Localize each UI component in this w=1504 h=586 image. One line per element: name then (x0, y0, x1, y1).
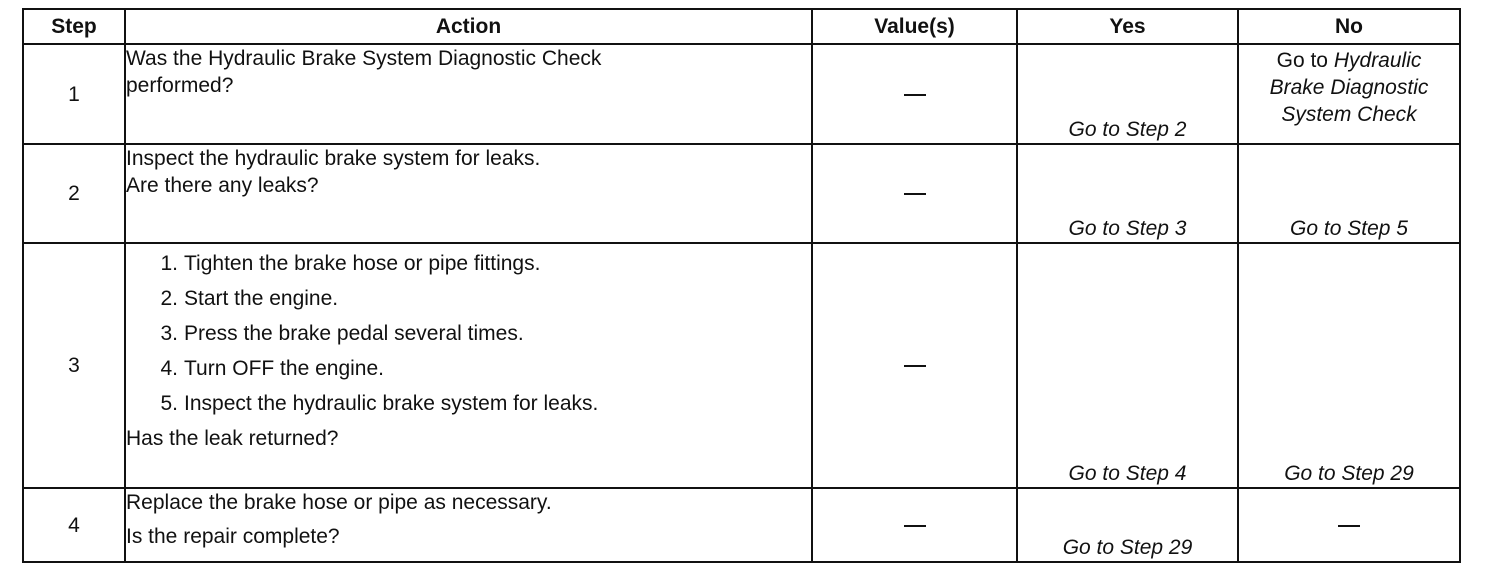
value-cell (812, 243, 1017, 488)
action-text: Inspect the hydraulic brake system for leaks. (126, 147, 541, 170)
action-cell (125, 44, 812, 144)
substep-text: Press the brake pedal several times. (184, 322, 524, 345)
list-item (160, 285, 811, 312)
yes-cell (1017, 243, 1238, 488)
substep-number: 5. (160, 392, 178, 415)
step-number: 3 (23, 243, 125, 488)
action-text: performed? (126, 74, 234, 97)
header-action: Action (125, 9, 812, 44)
list-item (160, 355, 811, 382)
value-dash (904, 525, 926, 527)
yes-cell (1017, 144, 1238, 243)
action-text: Replace the brake hose or pipe as necessary. (126, 491, 552, 514)
table-row (23, 488, 1460, 562)
substep-list (126, 250, 811, 417)
substep-text: Turn OFF the engine. (184, 357, 384, 380)
action-question: Has the leak returned? (126, 427, 339, 450)
no-goto-link[interactable]: Hydraulic (1333, 49, 1422, 72)
step-number: 4 (23, 488, 125, 562)
table-row (23, 243, 1460, 488)
table-body (23, 44, 1460, 562)
no-cell (1238, 243, 1460, 488)
no-goto-link[interactable]: Go to Step 5 (1290, 217, 1408, 240)
action-cell (125, 144, 812, 243)
table-row (23, 44, 1460, 144)
step-number: 1 (23, 44, 125, 144)
yes-cell (1017, 488, 1238, 562)
header-values: Value(s) (812, 9, 1017, 44)
substep-number: 1. (160, 252, 178, 275)
header-step: Step (23, 9, 125, 44)
substep-number: 3. (160, 322, 178, 345)
substep-text: Tighten the brake hose or pipe fittings. (184, 252, 541, 275)
no-goto-link[interactable]: Brake Diagnostic (1269, 76, 1429, 99)
value-cell (812, 488, 1017, 562)
no-goto-link[interactable]: System Check (1281, 103, 1417, 126)
no-goto-prefix: Go to (1276, 49, 1328, 72)
no-goto-link[interactable]: Go to Step 29 (1284, 462, 1414, 485)
action-cell (125, 243, 812, 488)
table-header (23, 9, 1460, 44)
no-dash (1338, 525, 1360, 527)
list-item (160, 320, 811, 347)
yes-goto-link[interactable]: Go to Step 3 (1068, 217, 1187, 240)
diagnostic-table (22, 8, 1461, 563)
action-text: Was the Hydraulic Brake System Diagnostic Check (126, 47, 602, 70)
substep-number: 2. (160, 287, 178, 310)
table-row (23, 144, 1460, 243)
header-row (23, 9, 1460, 44)
step-number: 2 (23, 144, 125, 243)
value-dash (904, 193, 926, 195)
yes-goto-link[interactable]: Go to Step 4 (1068, 462, 1187, 485)
yes-goto-link[interactable]: Go to Step 29 (1062, 536, 1193, 559)
action-text: Are there any leaks? (126, 174, 319, 197)
substep-text: Inspect the hydraulic brake system for leaks. (184, 392, 599, 415)
no-cell (1238, 44, 1460, 144)
value-cell (812, 144, 1017, 243)
value-cell (812, 44, 1017, 144)
list-item (160, 390, 811, 417)
action-cell (125, 488, 812, 562)
header-yes: Yes (1017, 9, 1238, 44)
yes-cell (1017, 44, 1238, 144)
substep-text: Start the engine. (184, 287, 339, 310)
no-cell (1238, 488, 1460, 562)
value-dash (904, 365, 926, 367)
substep-number: 4. (160, 357, 178, 380)
yes-goto-link[interactable]: Go to Step 2 (1068, 118, 1187, 141)
value-dash (904, 94, 926, 96)
header-no: No (1238, 9, 1460, 44)
no-goto-text (1239, 47, 1459, 74)
no-cell (1238, 144, 1460, 243)
action-text: Is the repair complete? (126, 525, 340, 548)
list-item (160, 250, 811, 277)
